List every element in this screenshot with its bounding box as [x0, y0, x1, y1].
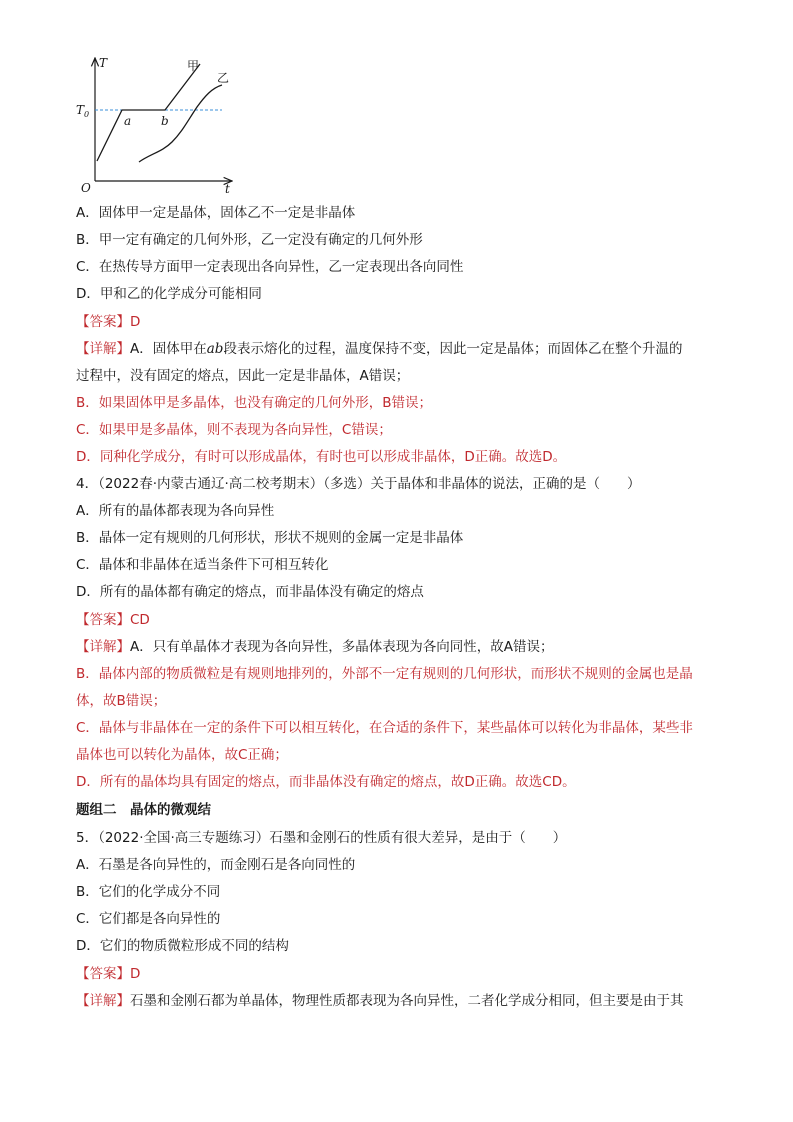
curve-yi: [139, 85, 222, 162]
q3-detail-4: D．同种化学成分，有时可以形成晶体，有时也可以形成非晶体，D正确。故选D。: [76, 449, 567, 465]
q3-option-b: B．甲一定有确定的几何外形，乙一定没有确定的几何外形: [76, 232, 423, 248]
q5-stem: 5．（2022·全国·高三专题练习）石墨和金刚石的性质有很大差异，是由于（ ）: [76, 830, 567, 846]
q3-option-c: C．在热传导方面甲一定表现出各向异性，乙一定表现出各向同性: [76, 259, 464, 275]
q4-detail-3-cont: 晶体也可以转化为晶体，故C正确；: [76, 747, 288, 763]
point-a-label: a: [124, 114, 132, 128]
q4-detail-2: B．晶体内部的物质微粒是有规则地排列的，外部不一定有规则的几何形状，而形状不规则的金属也是晶: [76, 666, 693, 682]
q4-option-c: C．晶体和非晶体在适当条件下可相互转化: [76, 557, 329, 573]
q4-detail-3: C．晶体与非晶体在一定的条件下可以相互转化，在合适的条件下，某些晶体可以转化为非晶体，某些非: [76, 720, 693, 736]
point-b-label: b: [161, 114, 169, 128]
q4-option-b: B．晶体一定有规则的几何形状，形状不规则的金属一定是非晶体: [76, 530, 464, 546]
q4-detail-2-cont: 体，故B错误；: [76, 693, 167, 709]
q3-detail-1: 【详解】A．固体甲在ab段表示熔化的过程，温度保持不变，因此一定是晶体；而固体乙在整个升温的: [76, 341, 683, 357]
q4-detail-1: 【详解】A．只有单晶体才表现为各向异性，多晶体表现为各向同性，故A错误；: [76, 639, 554, 655]
melting-curve-figure: [72, 52, 242, 197]
curve-jia-label: 甲: [187, 59, 200, 73]
q4-answer: 【答案】CD: [76, 612, 150, 628]
q3-option-a: A．固体甲一定是晶体，固体乙不一定是非晶体: [76, 205, 356, 221]
q4-detail-4: D．所有的晶体均具有固定的熔点，而非晶体没有确定的熔点，故D正确。故选CD。: [76, 774, 576, 790]
q5-answer: 【答案】D: [76, 966, 141, 982]
time-axis-label: t: [225, 182, 230, 196]
q5-option-d: D．它们的物质微粒形成不同的结构: [76, 938, 289, 954]
curve-yi-label: 乙: [217, 71, 230, 85]
t0-label: $T_0$: [76, 103, 90, 119]
q5-detail-1: 【详解】石墨和金刚石都为单晶体，物理性质都表现为各向异性，二者化学成分相同，但主要是由于其: [76, 993, 684, 1009]
q5-option-c: C．它们都是各向异性的: [76, 911, 221, 927]
q3-detail-1-cont: 过程中，没有固定的熔点，因此一定是非晶体，A错误；: [76, 368, 410, 384]
q5-option-b: B．它们的化学成分不同: [76, 884, 221, 900]
q3-answer: 【答案】D: [76, 314, 141, 330]
t-axis-label: T: [99, 56, 108, 70]
q5-option-a: A．石墨是各向异性的，而金刚石是各向同性的: [76, 857, 356, 873]
q4-stem: 4．（2022春·内蒙古通辽·高二校考期末）（多选）关于晶体和非晶体的说法，正确的是（ ）: [76, 476, 641, 492]
q3-detail-2: B．如果固体甲是多晶体，也没有确定的几何外形，B错误；: [76, 395, 433, 411]
section-heading: 题组二 晶体的微观结: [76, 802, 211, 818]
q4-option-d: D．所有的晶体都有确定的熔点，而非晶体没有确定的熔点: [76, 584, 424, 600]
q3-option-d: D．甲和乙的化学成分可能相同: [76, 286, 262, 302]
curve-jia: [97, 64, 200, 161]
origin-label: O: [81, 181, 91, 195]
q4-option-a: A．所有的晶体都表现为各向异性: [76, 503, 275, 519]
q3-detail-3: C．如果甲是多晶体，则不表现为各向异性，C错误；: [76, 422, 392, 438]
